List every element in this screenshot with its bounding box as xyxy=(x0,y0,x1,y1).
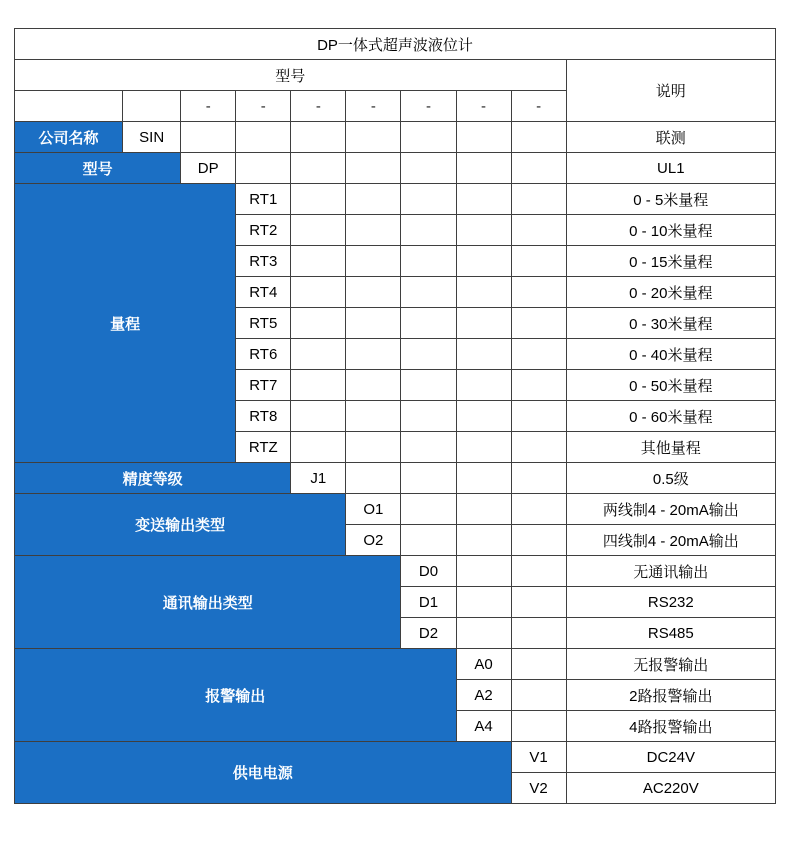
product-model-table xyxy=(14,28,776,804)
description-cell-comm-2: RS232 xyxy=(566,587,775,618)
blank-cell xyxy=(511,215,566,246)
description-cell-comm-1: 无通讯输出 xyxy=(566,556,775,587)
blank-cell xyxy=(456,494,511,525)
table-header-row xyxy=(15,60,776,91)
code-cell-range-5: RT5 xyxy=(236,308,291,339)
dash-cell-4: - xyxy=(346,91,401,122)
description-cell-range-2: 0 - 10米量程 xyxy=(566,215,775,246)
table-row xyxy=(15,463,776,494)
code-cell-alarm-3: A4 xyxy=(456,711,511,742)
code-cell-transmit-2: O2 xyxy=(346,525,401,556)
blank-cell xyxy=(511,556,566,587)
category-label-model: 型号 xyxy=(15,153,181,184)
description-cell-power-1: DC24V xyxy=(566,742,775,773)
description-cell-alarm-3: 4路报警输出 xyxy=(566,711,775,742)
code-cell-range-4: RT4 xyxy=(236,277,291,308)
blank-cell xyxy=(511,122,566,153)
description-cell-range-3: 0 - 15米量程 xyxy=(566,246,775,277)
blank-cell xyxy=(291,153,346,184)
blank-cell xyxy=(511,401,566,432)
blank-cell xyxy=(456,308,511,339)
blank-cell xyxy=(401,153,456,184)
code-cell-range-2: RT2 xyxy=(236,215,291,246)
blank-cell xyxy=(291,432,346,463)
blank-cell xyxy=(401,246,456,277)
dash-cell-blank-1 xyxy=(15,91,123,122)
blank-cell xyxy=(511,432,566,463)
table-row xyxy=(15,153,776,184)
blank-cell xyxy=(291,184,346,215)
code-cell-accuracy-1: J1 xyxy=(291,463,346,494)
blank-cell xyxy=(291,246,346,277)
dash-cell-5: - xyxy=(401,91,456,122)
code-cell-range-3: RT3 xyxy=(236,246,291,277)
blank-cell xyxy=(346,370,401,401)
blank-cell xyxy=(346,463,401,494)
blank-cell xyxy=(511,339,566,370)
description-cell-range-6: 0 - 40米量程 xyxy=(566,339,775,370)
blank-cell xyxy=(511,463,566,494)
blank-cell xyxy=(456,401,511,432)
blank-cell xyxy=(346,401,401,432)
blank-cell xyxy=(291,277,346,308)
blank-cell xyxy=(511,680,566,711)
description-cell-transmit-1: 两线制4 - 20mA输出 xyxy=(566,494,775,525)
description-cell-range-1: 0 - 5米量程 xyxy=(566,184,775,215)
blank-cell xyxy=(456,215,511,246)
description-cell-power-2: AC220V xyxy=(566,773,775,804)
code-cell-power-1: V1 xyxy=(511,742,566,773)
description-cell-transmit-2: 四线制4 - 20mA输出 xyxy=(566,525,775,556)
description-cell-range-9: 其他量程 xyxy=(566,432,775,463)
description-cell-range-4: 0 - 20米量程 xyxy=(566,277,775,308)
blank-cell xyxy=(181,122,236,153)
code-cell-range-1: RT1 xyxy=(236,184,291,215)
code-cell-range-6: RT6 xyxy=(236,339,291,370)
blank-cell xyxy=(401,184,456,215)
blank-cell xyxy=(346,277,401,308)
code-cell-range-7: RT7 xyxy=(236,370,291,401)
blank-cell xyxy=(511,308,566,339)
code-cell-transmit-1: O1 xyxy=(346,494,401,525)
category-label-range: 量程 xyxy=(15,184,236,463)
blank-cell xyxy=(291,401,346,432)
blank-cell xyxy=(456,246,511,277)
category-label-accuracy: 精度等级 xyxy=(15,463,291,494)
blank-cell xyxy=(511,246,566,277)
blank-cell xyxy=(456,525,511,556)
dash-cell-2: - xyxy=(236,91,291,122)
dash-cell-7: - xyxy=(511,91,566,122)
description-cell-range-8: 0 - 60米量程 xyxy=(566,401,775,432)
blank-cell xyxy=(456,184,511,215)
blank-cell xyxy=(401,432,456,463)
blank-cell xyxy=(401,463,456,494)
blank-cell xyxy=(236,122,291,153)
table-row xyxy=(15,556,776,587)
blank-cell xyxy=(456,153,511,184)
blank-cell xyxy=(346,122,401,153)
blank-cell xyxy=(346,215,401,246)
blank-cell xyxy=(401,525,456,556)
blank-cell xyxy=(511,649,566,680)
table-row xyxy=(15,649,776,680)
description-cell-range-7: 0 - 50米量程 xyxy=(566,370,775,401)
blank-cell xyxy=(401,308,456,339)
table-row xyxy=(15,494,776,525)
blank-cell xyxy=(401,277,456,308)
table-row xyxy=(15,742,776,773)
blank-cell xyxy=(456,618,511,649)
description-cell-alarm-2: 2路报警输出 xyxy=(566,680,775,711)
description-cell-company: 联测 xyxy=(566,122,775,153)
blank-cell xyxy=(291,215,346,246)
code-cell-range-9: RTZ xyxy=(236,432,291,463)
blank-cell xyxy=(456,122,511,153)
blank-cell xyxy=(291,308,346,339)
blank-cell xyxy=(346,184,401,215)
description-cell-comm-3: RS485 xyxy=(566,618,775,649)
blank-cell xyxy=(291,339,346,370)
blank-cell xyxy=(456,556,511,587)
table-title-row xyxy=(15,29,776,60)
code-cell-company: SIN xyxy=(123,122,181,153)
dash-cell-3: - xyxy=(291,91,346,122)
category-label-comm-output: 通讯输出类型 xyxy=(15,556,401,649)
blank-cell xyxy=(456,370,511,401)
category-label-power-supply: 供电电源 xyxy=(15,742,512,804)
category-label-alarm-output: 报警输出 xyxy=(15,649,457,742)
blank-cell xyxy=(401,401,456,432)
blank-cell xyxy=(401,339,456,370)
blank-cell xyxy=(346,339,401,370)
blank-cell xyxy=(511,711,566,742)
blank-cell xyxy=(401,215,456,246)
code-cell-comm-2: D1 xyxy=(401,587,456,618)
blank-cell xyxy=(346,246,401,277)
code-cell-comm-3: D2 xyxy=(401,618,456,649)
description-cell-model: UL1 xyxy=(566,153,775,184)
code-cell-power-2: V2 xyxy=(511,773,566,804)
header-model: 型号 xyxy=(15,60,567,91)
category-label-company: 公司名称 xyxy=(15,122,123,153)
blank-cell xyxy=(456,463,511,494)
table-row xyxy=(15,122,776,153)
blank-cell xyxy=(511,277,566,308)
blank-cell xyxy=(511,184,566,215)
code-cell-comm-1: D0 xyxy=(401,556,456,587)
description-cell-accuracy-1: 0.5级 xyxy=(566,463,775,494)
dash-cell-blank-2 xyxy=(123,91,181,122)
description-cell-alarm-1: 无报警输出 xyxy=(566,649,775,680)
code-cell-model: DP xyxy=(181,153,236,184)
blank-cell xyxy=(236,153,291,184)
blank-cell xyxy=(456,339,511,370)
blank-cell xyxy=(401,494,456,525)
blank-cell xyxy=(511,153,566,184)
table-row xyxy=(15,184,776,215)
blank-cell xyxy=(511,525,566,556)
blank-cell xyxy=(346,308,401,339)
dash-cell-6: - xyxy=(456,91,511,122)
blank-cell xyxy=(511,618,566,649)
description-cell-range-5: 0 - 30米量程 xyxy=(566,308,775,339)
page-title: DP一体式超声波液位计 xyxy=(15,29,776,60)
blank-cell xyxy=(291,370,346,401)
blank-cell xyxy=(456,587,511,618)
blank-cell xyxy=(346,153,401,184)
category-label-transmit-output: 变送输出类型 xyxy=(15,494,346,556)
blank-cell xyxy=(401,122,456,153)
blank-cell xyxy=(291,122,346,153)
blank-cell xyxy=(346,432,401,463)
blank-cell xyxy=(456,277,511,308)
header-description: 说明 xyxy=(566,60,775,122)
code-cell-range-8: RT8 xyxy=(236,401,291,432)
blank-cell xyxy=(511,494,566,525)
code-cell-alarm-2: A2 xyxy=(456,680,511,711)
dash-cell-1: - xyxy=(181,91,236,122)
blank-cell xyxy=(401,370,456,401)
blank-cell xyxy=(456,432,511,463)
blank-cell xyxy=(511,587,566,618)
blank-cell xyxy=(511,370,566,401)
code-cell-alarm-1: A0 xyxy=(456,649,511,680)
